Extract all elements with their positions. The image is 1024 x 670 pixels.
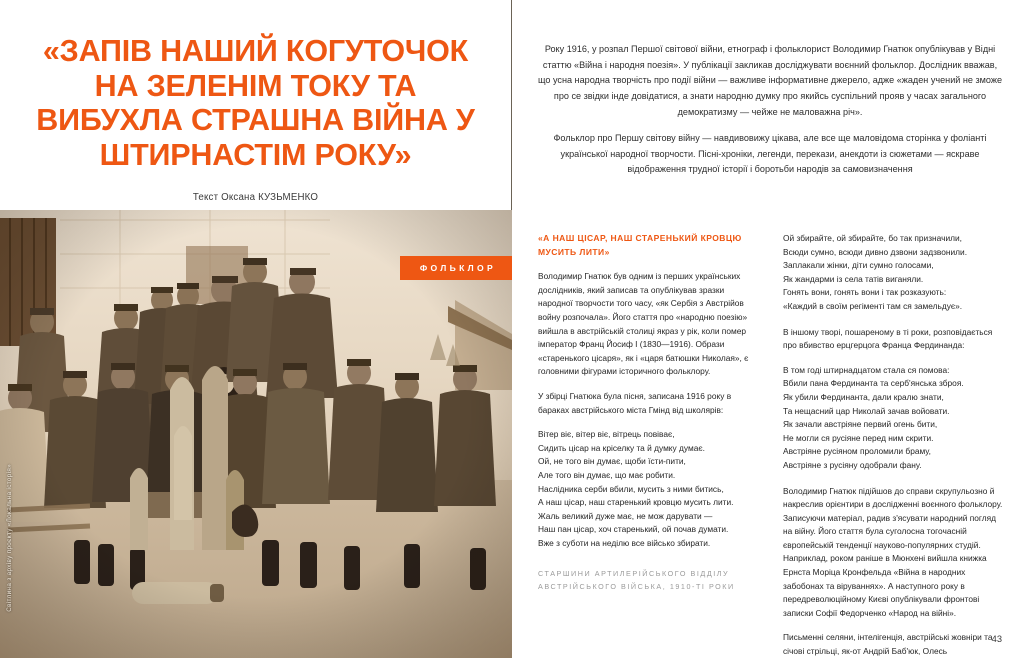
verse-line: Жаль великий дуже має, не мож дарувати — (538, 510, 713, 521)
verse-line: Як убили Фердинанта, дали кралю знати, (783, 391, 944, 402)
verse-line: Та нещасний цар Николай зачав войовати. (783, 405, 950, 416)
byline: Текст Оксана КУЗЬМЕНКО (192, 192, 319, 204)
column-right-paragraph-1: В іншому творі, пошареному в ті роки, розповідається про вбивство ерцгерцога Франца Фердинанда: (783, 326, 993, 351)
verse-line: А наш цісар, наш старенький кровцю мусить лити. (538, 497, 734, 508)
verse-line: Не могли ся русіяне перед ним скрити. (783, 432, 934, 443)
left-page (0, 0, 512, 658)
verse-line: Сидить цісар на кріселку та й думку думає. (538, 442, 705, 453)
column-right-paragraph-3: Письменні селяни, інтелігенція, австрійські жовніри та січові стрільці, як-от Андрій Баб'юк, Олесь (783, 632, 993, 657)
headline-zone (0, 0, 511, 203)
intro-paragraph-1: Року 1916, у розпал Першої світової війни, етнограф і фольклорист Володимир Гнатюк опублікував у Відні статтю «Війна і народня поезія». У публікації закликав досліджувати воєнний фольклор. Дослідник вважав, що усна народна творчість про події війни — важливе інформативне джерело, адже «жаден учений не зможе про се звідки інде довідатися, а знати народню думку про якийсь суспільний прояв у часах загального демократизму — чейже не маловажна річ». (538, 44, 1003, 117)
verse-line: Як жандарми із села татів виганяли. (783, 273, 924, 284)
verse-block-1 (538, 428, 761, 550)
verse-line: Гонять вони, гонять вони і так розказують: (783, 287, 947, 298)
right-page (512, 0, 1024, 658)
page-number: 43 (991, 634, 1002, 644)
column-subheading: «А НАШ ЦІСАР, НАШ СТАРЕНЬКИЙ КРОВЦЮ МУСИТЬ ЛИТИ» (538, 233, 742, 257)
photo-credit: Світлина з архіву проєкту «Локальна історія» (6, 464, 13, 612)
body-columns (538, 232, 1006, 670)
verse-line: Наш пан цісар, хоч старенький, ой почав думати. (538, 524, 729, 535)
historical-photograph (0, 210, 512, 658)
intro-paragraph-2: Фольклор про Першу світову війну — навдивовижу цікава, але все ще маловідома сторінка у фоліанті української народної творчости. Пісні-хроніки, легенди, перекази, анекдоти із сюжетами — яскраве відображення трудної історії і боротьби народів за самовизначення (553, 133, 987, 175)
verse-line: Ой збирайте, ой збирайте, бо так призначили, (783, 233, 962, 243)
verse-block-3 (783, 364, 1006, 473)
verse-block-2 (783, 232, 1006, 314)
verse-line: Австріяне з русіяну одобрали фану. (783, 459, 922, 470)
column-right-paragraph-2: Володимир Гнатюк підійшов до справи скрупульозно й накреслив орієнтири в дослідженні воєнного фольклору. Записуючи матеріал, радив з'ясувати народний погляд на війну. Його стаття була суголосна тогочасній європейській тенденції науково-популярних студій. Наприклад, роком раніше в Мюнхені вийшла книжка Ернста Моріца Кронфельда «Війна в народних забобонах та віруваннях». А наступного року в передреволюційному Києві опублікували фронтові записки Софії Федорченко «Народ на війні». (783, 485, 1003, 618)
verse-line: Вбили пана Фердинанта та серб'янська зброя. (783, 378, 964, 389)
verse-line: Але того він думає, що має робити. (538, 469, 676, 480)
column-left-paragraph-2: У збірці Гнатюка була пісня, записана 1916 року в бараках австрійського міста Гмінд від школярів: (538, 390, 732, 415)
verse-line: Як зачали австріяне первий огень бити, (783, 419, 938, 430)
photo-caption: СТАРШИНИ АРТИЛЕРІЙСЬКОГО ВІДДІЛУ АВСТРІЙСЬКОГО ВІЙСЬКА, 1910-ТІ РОКИ (538, 569, 735, 592)
column-left-paragraph-1: Володимир Гнатюк був одним із перших українських дослідників, який записав та опублікував зразки народної творчости того часу, «як Сербія з Австрійов войну розпочала». Його стаття про «народню поезію» вийшла в австрійській столиці якраз у рік, коли помер імператор Франц Йосиф I (1830—1916). Образи «старенького цісаря», як і «царя батюшки Николая», є головними фігурами історичного фольклору. (538, 271, 749, 377)
verse-line: Заплакали жінки, діти сумно голосами, (783, 260, 934, 271)
section-tag-folklore: ФОЛЬКЛОР (400, 256, 512, 280)
body-column-right (783, 232, 1006, 670)
verse-line: Всюди сумно, всюди дивно дзвони задзвонили. (783, 246, 968, 257)
verse-line: В том годі штирнадцатом стала ся помова: (783, 364, 950, 375)
body-column-left (538, 232, 761, 670)
verse-line: Вже з суботи на неділю все військо збирати. (538, 537, 711, 548)
verse-line: «Каждий в своїм регіменті там ся замельдує». (783, 300, 963, 311)
verse-line: Вітер віє, вітер віє, вітрець повіває, (538, 429, 675, 440)
verse-line: Австріяне русіяном проломили браму, (783, 446, 931, 457)
verse-line: Ой, не того він думає, щоби їсти-пити, (538, 456, 686, 467)
verse-line: Наслідника серби вбили, мусить з ними битись, (538, 483, 724, 494)
page-title: «ЗАПІВ НАШИЙ КОГУТОЧОК НА ЗЕЛЕНІМ ТОКУ ТА ВИБУХЛА СТРАШНА ВІЙНА У ШТИРНАСТІМ РОКУ» (36, 34, 475, 172)
intro-block (512, 0, 1024, 178)
